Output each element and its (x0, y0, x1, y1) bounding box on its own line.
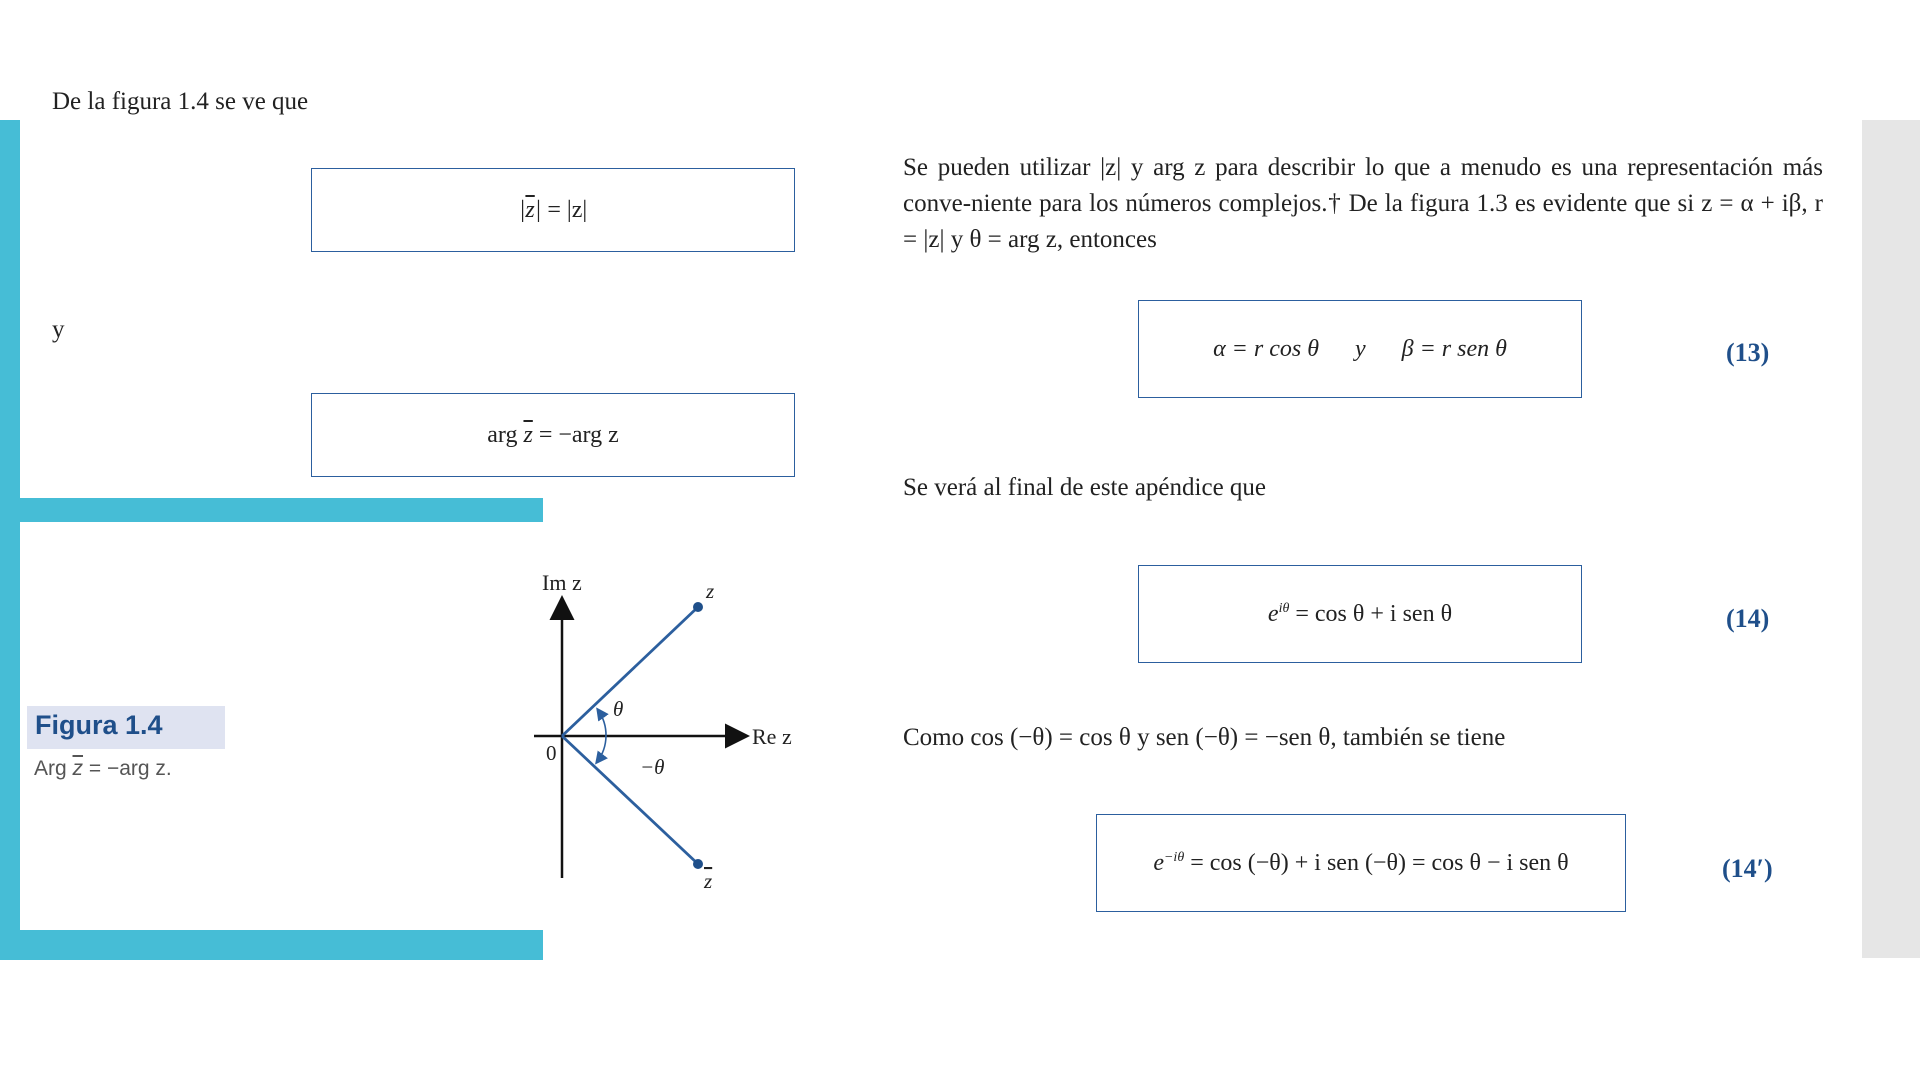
z-vector (562, 607, 698, 736)
complex-plane-diagram (520, 560, 810, 900)
equation-14-prime (1096, 814, 1626, 912)
eq-rel: = −arg z (532, 421, 619, 448)
z-point (693, 602, 703, 612)
zbar-point (693, 859, 703, 869)
paragraph-negative-angle: Como cos (−θ) = cos θ y sen (−θ) = −sen θ, también se tiene (903, 724, 1506, 751)
paragraph-polar-intro: Se pueden utilizar |z| y arg z para describir lo que a menudo es una representación más conve-niente para los números complejos.† De la figura 1.3 es evidente que si z = α + iβ, r = |z| y θ = arg z, entonces (903, 154, 1823, 253)
equation-conjugate-modulus: $|\overline{z}| = |z|$ (311, 168, 795, 252)
left-accent-bar (0, 120, 20, 960)
eq13-text: α = r cos θ y β = r sen θ (1213, 335, 1507, 362)
z-bar: $\overline{z}$ (525, 196, 535, 223)
equation-conjugate-argument (311, 393, 795, 477)
figure-caption (34, 757, 172, 781)
arg-word: arg (487, 421, 524, 448)
caption-zbar: $\overline{z}$ (72, 757, 84, 780)
equation-number-14: (14) (1726, 604, 1770, 633)
theta-arc (598, 710, 606, 736)
zbar-vector (562, 736, 698, 864)
z-label: z (706, 579, 715, 603)
neg-theta-arc (597, 736, 606, 762)
mid-accent-bar (20, 498, 543, 522)
origin-label: 0 (546, 741, 557, 765)
neg-theta-label: −θ (640, 755, 665, 779)
theta-label: θ (613, 697, 624, 721)
figure-tag: Figura 1.4 (27, 706, 225, 749)
eq14p-exp: −iθ (1163, 849, 1185, 865)
zbar-label: z (704, 869, 713, 893)
equation-13 (1138, 300, 1582, 398)
eq14p-text (1153, 850, 1568, 877)
eq-rel: = |z| (541, 196, 588, 223)
eq14p-base: e (1153, 849, 1164, 876)
paragraph-euler-intro: Se verá al final de este apéndice que (903, 474, 1267, 501)
bottom-accent-bar (0, 930, 543, 960)
equation-14 (1138, 565, 1582, 663)
caption-pre: Arg (34, 757, 73, 780)
intro-text: De la figura 1.4 se ve que (52, 88, 309, 115)
eq14-text (1268, 601, 1452, 628)
im-axis-label: Im z (542, 570, 582, 595)
re-axis-label: Re z (752, 724, 792, 749)
equation-number-14-prime: (14′) (1722, 854, 1773, 883)
eq14-base: e (1267, 600, 1279, 627)
right-gray-panel (1862, 120, 1920, 958)
z-bar: $\overline{z}$ (523, 421, 533, 448)
eq14-rest: = cos θ + i sen θ (1289, 600, 1453, 627)
eq14-exp: iθ (1278, 600, 1290, 616)
and-word: y (52, 316, 65, 343)
caption-post: = −arg z. (83, 757, 172, 780)
equation-number-13: (13) (1726, 338, 1770, 367)
eq14p-rest: = cos (−θ) + i sen (−θ) = cos θ − i sen θ (1184, 849, 1569, 876)
